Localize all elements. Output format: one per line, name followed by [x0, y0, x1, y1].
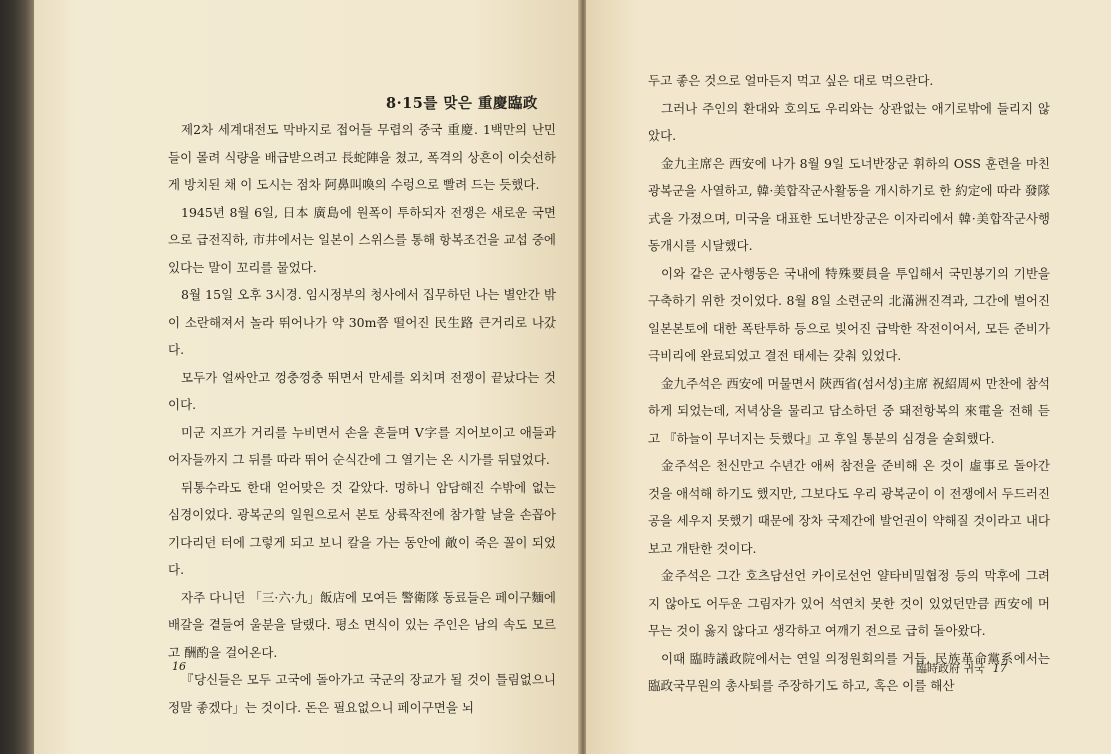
running-footer [916, 660, 1007, 676]
section-heading: 8·15를 맞은 重慶臨政 [386, 95, 538, 112]
paragraph: 자주 다니던 「三·六·九」飯店에 모여든 警衛隊 동료들은 페이구麵에 배갈을 곁들여 울분을 달랬다. 평소 면식이 있는 주인은 남의 속도 모르고 酬酌을 걸어온다. [168, 589, 556, 660]
paragraph: 8월 15일 오후 3시경. 임시정부의 청사에서 집무하던 나는 별안간 밖이 소란해져서 놀라 뛰어나가 약 30m쯤 떨어진 民生路 큰거리로 나갔다. [168, 287, 556, 357]
page-number-right: 17 [992, 662, 1007, 675]
paragraph: 金주석은 천신만고 수년간 애써 참전을 준비해 온 것이 虛事로 돌아간 것을 애석해 하기도 했지만, 그보다도 우리 광복군이 이 전쟁에서 두드러진 공을 세우지 못했기 때문에 장차 국제간에 발언권이 약해질 것이라고 내다보고 개탄한 것이다. [648, 458, 1050, 556]
paragraph: 그러나 주인의 환대와 호의도 우리와는 상관없는 애기로밖에 들리지 않았다. [648, 100, 1050, 143]
paragraph: 미군 지프가 거리를 누비면서 손을 흔들며 V字를 지어보이고 애들과 어자들까지 그 뒤를 따라 뛰어 순식간에 그 열기는 온 시가를 뒤덮었다. [168, 424, 556, 467]
page-number-left: 16 [172, 660, 186, 673]
paragraph: 金주석은 그간 호츠담선언 카이로선언 얄타비밀협정 등의 막후에 그려지 않아도 어두운 그림자가 있어 석연치 못한 것이 있었던만큼 西安에 머무는 것이 옳지 않다고 생각하고 여깨기 전으로 급히 돌아왔다. [648, 568, 1050, 638]
left-page [34, 0, 580, 754]
right-page [586, 0, 1111, 754]
paragraph: 이때 臨時議政院에서는 연일 의정원회의를 거듭, 民族革命黨系에서는 臨政국무원의 총사퇴를 주장하기도 하고, 혹은 이를 해산 [648, 650, 1050, 693]
right-page-body [648, 67, 1050, 700]
paragraph: 金九주석은 西安에 머물면서 陝西省(섬서성)主席 祝紹周씨 만찬에 참석하게 되었는데, 저녁상을 물리고 담소하던 중 돼전항복의 來電을 전해 듣고 『하늘이 무너지는 듯했다』고 후일 통분의 심경을 술회했다. [648, 375, 1050, 446]
running-head: 臨時政府 귀국 [916, 662, 985, 675]
paragraph: 『당신들은 모두 고국에 돌아가고 국군의 장교가 될 것이 틀림없으니 정말 좋겠다」는 것이다. 돈은 필요없으니 페이구면을 뇌 [168, 672, 556, 715]
paragraph: 모두가 얼싸안고 껑충껑충 뛰면서 만세를 외치며 전쟁이 끝났다는 것이다. [168, 369, 556, 412]
book-edge [0, 0, 34, 754]
paragraph: 金九主席은 西安에 나가 8월 9일 도너반장군 휘하의 OSS 훈련을 마친 광복군을 사열하고, 韓·美합작군사활동을 개시하기로 한 約定에 따라 發隊式을 가졌으며, 미국을 대표한 도너반장군은 이자리에서 韓·美합작군사행동개시를 시달했다. [648, 155, 1050, 253]
paragraph: 1945년 8월 6일, 日本 廣島에 원폭이 투하되자 전쟁은 새로운 국면으로 급전직하, 市井에서는 일본이 스위스를 통해 항복조건을 교섭 중에 있다는 말이 꼬리를 물었다. [168, 204, 556, 275]
paragraph: 제2차 세계대전도 막바지로 접어들 무렵의 중국 重慶. 1백만의 난민들이 몰려 식량을 배급받으려고 長蛇陣을 쳤고, 폭격의 상흔이 이숫선하게 방치된 채 이 도시는 점차 阿鼻叫喚의 수렁으로 빨려 드는 듯했다. [168, 122, 556, 192]
left-page-body [168, 116, 556, 721]
paragraph: 뒤통수라도 한대 얻어맞은 것 같았다. 멍하니 암담해진 수밖에 없는 심경이었다. 광복군의 일원으로서 본토 상륙작전에 참가할 날을 손꼽아 기다리던 터에 그렇게 되고 보니 칼을 가는 동안에 敵이 죽은 꼴이 되었다. [168, 479, 556, 577]
paragraph: 이와 같은 군사행동은 국내에 特殊要員을 투입해서 국민봉기의 기반을 구축하기 위한 것이었다. 8월 8일 소련군의 北滿洲진격과, 그간에 벌어진 일본본토에 대한 폭탄투하 등으로 빚어진 급박한 작전이어서, 모든 준비가 극비리에 완료되었고 결전 태세는 갖춰 있었다. [648, 265, 1050, 363]
paragraph: 두고 좋은 것으로 얼마든지 먹고 싶은 대로 먹으란다. [648, 73, 934, 88]
